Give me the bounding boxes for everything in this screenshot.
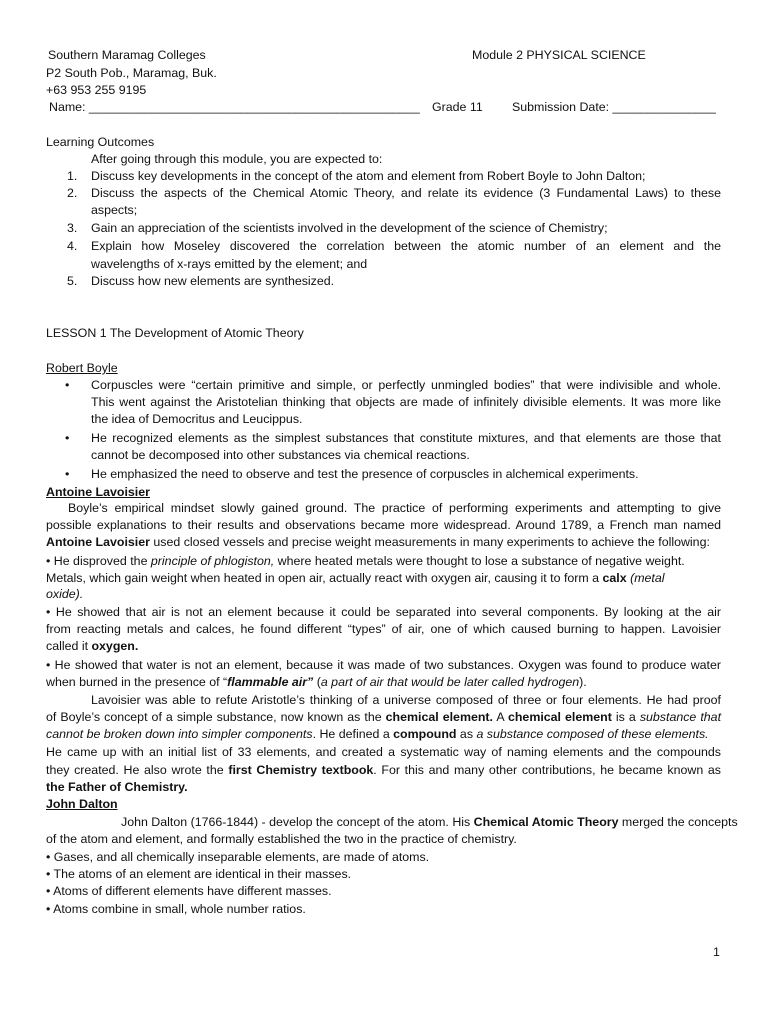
lavoisier-discovery-line: • He showed that water is not an element, because it was made of two substances. Oxygen was found to produce water bbox=[46, 658, 721, 672]
boyle-point-line: Corpuscles were “certain primitive and simple, or perfectly unmingled bodies” that were indivisible and whole. bbox=[91, 378, 721, 392]
lavoisier-para-line: He came up with an initial list of 33 elements, and created a systematic way of naming elements and the compounds bbox=[46, 745, 721, 759]
outcome-number: 5. bbox=[67, 274, 78, 288]
outcome-line: wavelengths of x-rays emitted by the element; and bbox=[91, 257, 368, 271]
dalton-para-line: John Dalton (1766-1844) - develop the concept of the atom. His Chemical Atomic Theory merged the concepts bbox=[121, 815, 738, 829]
lavoisier-discovery-line: from reacting metals and calces, he found different “types” of air, one of which caused burning to happen. Lavoisier bbox=[46, 622, 721, 636]
boyle-point-line: This went against the Aristotelian thinking that objects are made of infinitely divisible elements. It was more like bbox=[91, 395, 721, 409]
lavoisier-discovery-line: Metals, which gain weight when heated in open air, actually react with oxygen air, causing it to form a calx (metal bbox=[46, 571, 665, 585]
lavoisier-para-line: Antoine Lavoisier used closed vessels and precise weight measurements in many experiments to achieve the following: bbox=[46, 535, 710, 549]
outcome-line: Discuss the aspects of the Chemical Atomic Theory, and relate its evidence (3 Fundamental Laws) to these bbox=[91, 186, 721, 200]
dalton-para-line: of the atom and element, and formally established the two in the practice of chemistry. bbox=[46, 832, 517, 846]
section-heading-lavoisier: Antoine Lavoisier bbox=[46, 485, 150, 499]
lavoisier-para-line: the Father of Chemistry. bbox=[46, 780, 188, 794]
outcomes-intro: After going through this module, you are expected to: bbox=[91, 152, 383, 166]
lavoisier-para-line: possible explanations to their results and observations became more widespread. Around 1789, a French man named bbox=[46, 518, 721, 532]
bullet: • bbox=[65, 467, 70, 481]
boyle-point-line: cannot be decomposed into other substances via chemical reactions. bbox=[91, 448, 470, 462]
boyle-point-line: the idea of Democritus and Leucippus. bbox=[91, 412, 303, 426]
lavoisier-para-line: cannot be broken down into simpler components. He defined a compound as a substance composed of these elements. bbox=[46, 727, 709, 741]
outcome-line: Discuss key developments in the concept of the atom and element from Robert Boyle to John Dalton; bbox=[91, 169, 646, 183]
lavoisier-discovery-line: when burned in the presence of “flammable air” (a part of air that would be later called hydrogen). bbox=[46, 675, 587, 689]
outcome-line: Gain an appreciation of the scientists involved in the development of the science of Chemistry; bbox=[91, 221, 608, 235]
outcome-number: 2. bbox=[67, 186, 78, 200]
lavoisier-para-line: of Boyle’s concept of a simple substance, now known as the chemical element. A chemical element is a substance that bbox=[46, 710, 722, 724]
page-number: 1 bbox=[713, 945, 720, 959]
bullet: • bbox=[65, 378, 70, 392]
lavoisier-para-line: Lavoisier was able to refute Aristotle’s thinking of a universe composed of three or four elements. He had proof bbox=[91, 693, 721, 707]
school-address: P2 South Pob., Maramag, Buk. bbox=[46, 66, 217, 80]
school-phone: +63 953 255 9195 bbox=[46, 83, 147, 97]
module-title: Module 2 PHYSICAL SCIENCE bbox=[472, 48, 646, 62]
grade-label: Grade 11 bbox=[432, 100, 483, 114]
dalton-theory-item: • Atoms of different elements have different masses. bbox=[46, 884, 332, 898]
lavoisier-discovery-line: called it oxygen. bbox=[46, 639, 139, 653]
boyle-point-line: He emphasized the need to observe and test the presence of corpuscles in alchemical experiments. bbox=[91, 467, 639, 481]
lavoisier-para-line: Boyle’s empirical mindset slowly gained ground. The practice of performing experiments and attempting to give bbox=[68, 501, 721, 515]
boyle-point-line: He recognized elements as the simplest substances that constitute mixtures, and that elements are those that bbox=[91, 431, 721, 445]
outcome-number: 1. bbox=[67, 169, 78, 183]
dalton-theory-item: • Gases, and all chemically inseparable elements, are made of atoms. bbox=[46, 850, 430, 864]
dalton-theory-item: • Atoms combine in small, whole number ratios. bbox=[46, 902, 306, 916]
school-name: Southern Maramag Colleges bbox=[48, 48, 206, 62]
outcome-line: Explain how Moseley discovered the correlation between the atomic number of an element and the bbox=[91, 239, 721, 253]
lavoisier-discovery-line: • He showed that air is not an element because it could be separated into several components. By looking at the air bbox=[46, 605, 721, 619]
lavoisier-discovery-line: oxide). bbox=[46, 587, 84, 601]
bullet: • bbox=[65, 431, 70, 445]
section-heading-dalton: John Dalton bbox=[46, 797, 118, 811]
lavoisier-para-line: they created. He also wrote the first Chemistry textbook. For this and many other contributions, he became known as bbox=[46, 763, 721, 777]
lesson-title: LESSON 1 The Development of Atomic Theory bbox=[46, 326, 304, 340]
dalton-theory-item: • The atoms of an element are identical in their masses. bbox=[46, 867, 352, 881]
outcome-line: aspects; bbox=[91, 203, 138, 217]
submission-date-field: Submission Date: _______________ bbox=[512, 100, 716, 114]
outcome-number: 3. bbox=[67, 221, 78, 235]
outcomes-title: Learning Outcomes bbox=[46, 135, 155, 149]
section-heading-boyle: Robert Boyle bbox=[46, 361, 118, 375]
lavoisier-discovery-line: • He disproved the principle of phlogiston, where heated metals were thought to lose a substance of negative weight. bbox=[46, 554, 685, 568]
name-field: Name: ________________________________________________ bbox=[49, 100, 420, 114]
outcome-number: 4. bbox=[67, 239, 78, 253]
outcome-line: Discuss how new elements are synthesized. bbox=[91, 274, 335, 288]
